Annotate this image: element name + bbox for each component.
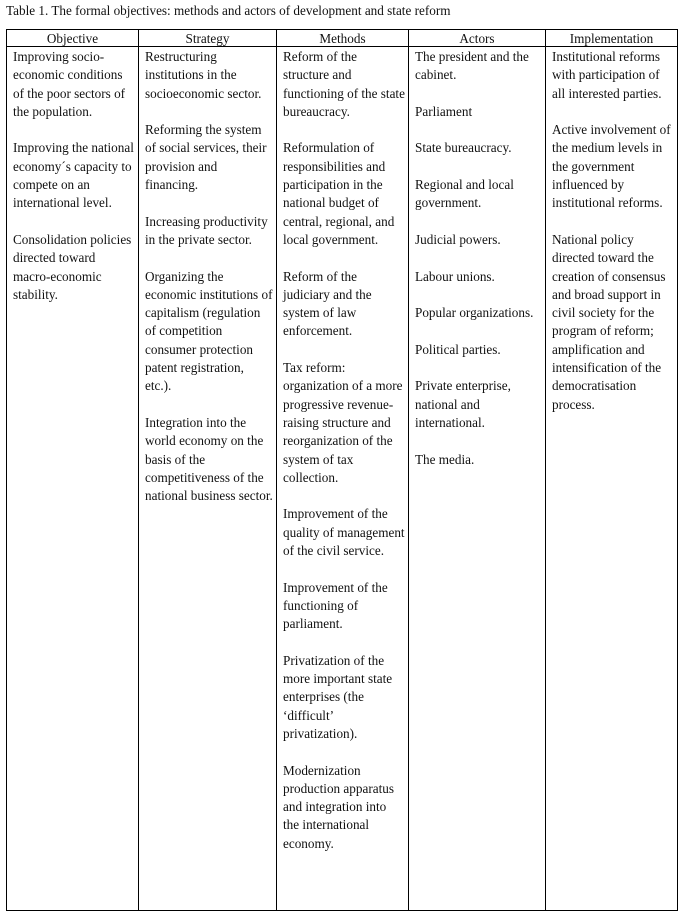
list-item: Privatization of the more important state enterprises (the ‘difficult’ privatization). (283, 652, 393, 741)
list-item: Improving the national economy´s capacity to compete on an international level. (13, 140, 134, 211)
list-item: Improvement of the functioning of parliament. (283, 579, 388, 632)
header-row (7, 30, 678, 47)
list-item: Reform of the judiciary and the system of law enforcement. (283, 268, 372, 339)
list-item: Active involvement of the medium levels in the government influenced by institutional reforms. (552, 122, 671, 211)
list-item: Improving socio-economic conditions of the poor sectors of the population. (13, 49, 126, 119)
table-row (7, 47, 678, 911)
list-item: Labour unions. (415, 268, 495, 284)
list-item: Reformulation of responsibilities and participation in the national budget of central, regional, and local government. (283, 140, 395, 247)
header-strategy: Strategy (139, 30, 277, 47)
list-item: Institutional reforms with participation of all interested parties. (552, 49, 662, 101)
actors-cell (409, 47, 546, 911)
implementation-cell (546, 47, 678, 911)
list-item: Popular organizations. (415, 305, 534, 321)
list-item: Private enterprise, national and international. (415, 378, 511, 430)
list-item: Reform of the structure and functioning of the state bureaucracy. (283, 49, 405, 119)
list-item: Regional and local government. (415, 177, 514, 211)
list-item: Judicial powers. (415, 231, 501, 247)
header-methods: Methods (277, 30, 409, 47)
list-item: Modernization production apparatus and integration into the international economy. (283, 762, 394, 851)
list-item: Restructuring institutions in the socioeconomic sector. (145, 49, 262, 101)
list-item: Increasing productivity in the private sector. (145, 213, 268, 247)
header-objective: Objective (7, 30, 139, 47)
list-item: Organizing the economic institutions of capitalism (regulation of competition consumer protection patent registration, etc.). (145, 268, 273, 394)
methods-cell (277, 47, 409, 911)
list-item: Tax reform: organization of a more progressive revenue-raising structure and reorganization of the system of tax collection. (283, 360, 403, 485)
table-caption: Table 1. The formal objectives: methods and actors of development and state reform (6, 3, 451, 18)
list-item: The media. (415, 451, 475, 467)
list-item: Political parties. (415, 341, 501, 357)
list-item: The president and the cabinet. (415, 49, 529, 83)
list-item: State bureaucracy. (415, 140, 512, 156)
list-item: Improvement of the quality of management of the civil service. (283, 506, 405, 559)
list-item: National policy directed toward the creation of consensus and broad support in civil society for the program of reform; amplification and intensification of the democratisation process. (552, 231, 666, 412)
header-actors: Actors (409, 30, 546, 47)
list-item: Parliament (415, 103, 473, 119)
header-implementation: Implementation (546, 30, 678, 47)
list-item: Consolidation policies directed toward macro-economic stability. (13, 231, 132, 302)
strategy-cell (139, 47, 277, 911)
list-item: Integration into the world economy on the basis of the competitiveness of the national business sector. (145, 414, 273, 504)
list-item: Reforming the system of social services, their provision and financing. (145, 122, 267, 193)
objective-cell (7, 47, 139, 911)
reform-table (6, 29, 678, 911)
